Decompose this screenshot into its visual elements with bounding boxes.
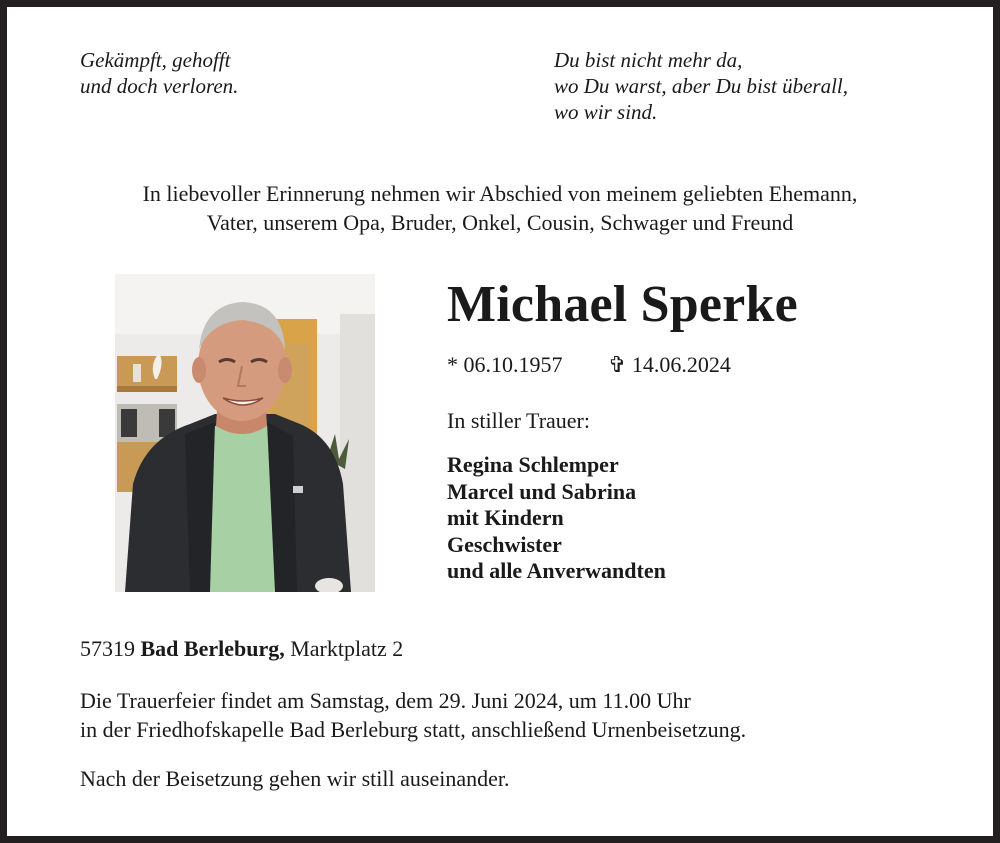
birth-date: * 06.10.1957 xyxy=(447,352,563,377)
mourner: Marcel und Sabrina xyxy=(447,478,637,504)
mourner: Geschwister xyxy=(447,531,562,557)
address xyxy=(80,635,403,663)
mourner: Regina Schlemper xyxy=(447,452,619,477)
intro-text xyxy=(47,179,953,237)
life-dates xyxy=(447,351,731,379)
ceremony-line: Die Trauerfeier findet am Samstag, dem 29. Juni 2024, um 11.00 Uhr xyxy=(80,688,691,713)
mourner: und alle Anverwandten xyxy=(447,558,666,583)
intro-line: Vater, unserem Opa, Bruder, Onkel, Cousin, Schwager und Freund xyxy=(206,210,794,235)
ceremony-text xyxy=(80,686,746,744)
address-street: Marktplatz 2 xyxy=(290,636,404,661)
obituary-notice xyxy=(7,7,993,836)
address-city: Bad Berleburg, xyxy=(140,636,285,661)
death-date: ✞ 14.06.2024 xyxy=(608,352,731,377)
quote-left-line: Gekämpft, gehofft xyxy=(80,48,231,72)
quote-right-line: wo Du warst, aber Du bist überall, xyxy=(554,74,849,98)
quote-left-line: und doch verloren. xyxy=(80,74,239,98)
quote-left xyxy=(80,47,238,99)
closing-text: Nach der Beisetzung gehen wir still auseinander. xyxy=(80,766,510,791)
address-postcode: 57319 xyxy=(80,636,135,661)
intro-line: In liebevoller Erinnerung nehmen wir Abschied von meinem geliebten Ehemann, xyxy=(142,181,858,206)
ceremony-line: in der Friedhofskapelle Bad Berleburg statt, anschließend Urnenbeisetzung. xyxy=(80,717,747,742)
quote-right-line: wo wir sind. xyxy=(554,100,658,124)
quote-right xyxy=(554,47,848,125)
mourning-label: In stiller Trauer: xyxy=(447,408,590,433)
mourners-list xyxy=(447,452,666,585)
quote-right-line: Du bist nicht mehr da, xyxy=(554,48,743,72)
mourner: mit Kindern xyxy=(447,505,564,530)
portrait-photo xyxy=(115,274,375,592)
deceased-name: Michael Sperke xyxy=(447,276,798,333)
